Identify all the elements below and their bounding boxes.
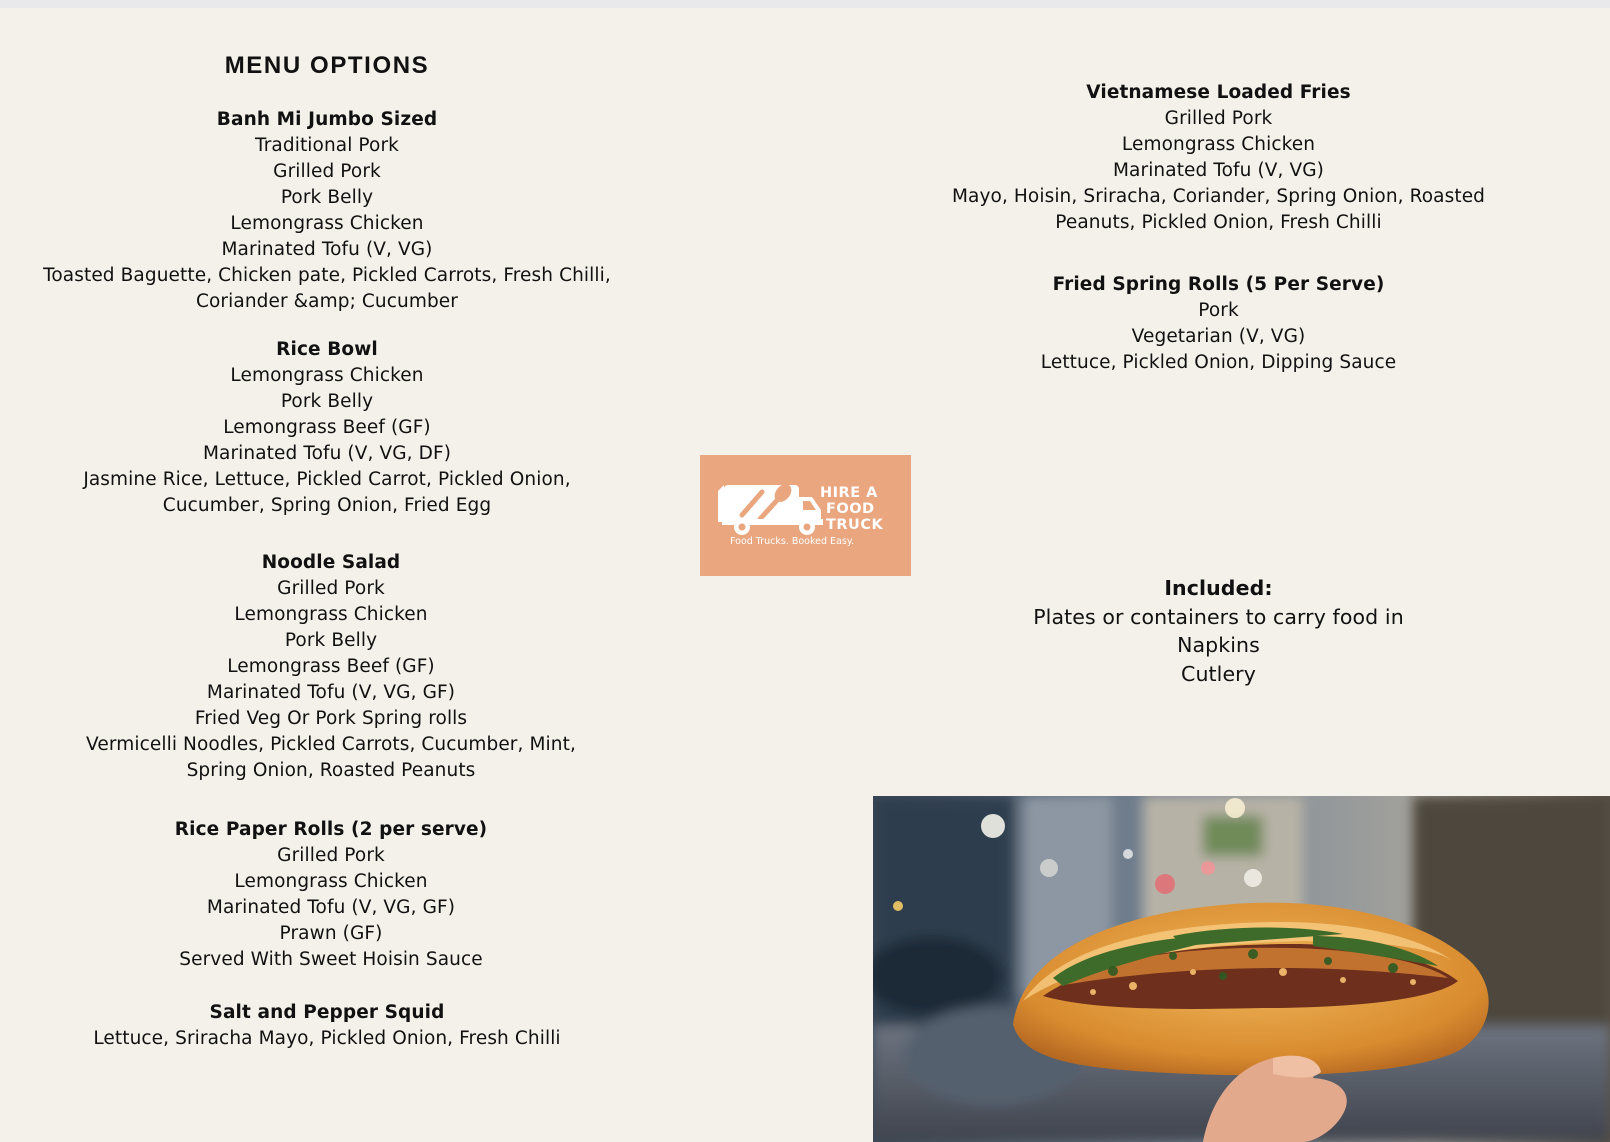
menu-line: Lemongrass Beef (GF) bbox=[223, 417, 431, 438]
section-salt-pepper-squid bbox=[0, 1000, 654, 1052]
menu-line: Marinated Tofu (V, VG) bbox=[1112, 160, 1324, 181]
menu-line: Marinated Tofu (V, VG, DF) bbox=[202, 443, 452, 464]
menu-line: Prawn (GF) bbox=[279, 923, 383, 944]
section-title: Salt and Pepper Squid bbox=[209, 1002, 445, 1023]
menu-line: Coriander &amp; Cucumber bbox=[196, 291, 458, 312]
menu-line: Napkins bbox=[1177, 633, 1260, 657]
section-title: Rice Paper Rolls (2 per serve) bbox=[174, 819, 488, 840]
menu-line: Lemongrass Chicken bbox=[230, 365, 424, 386]
section-title: Noodle Salad bbox=[261, 552, 401, 573]
menu-line: Toasted Baguette, Chicken pate, Pickled Carrots, Fresh Chilli, bbox=[43, 265, 611, 286]
section-title: Included: bbox=[1164, 576, 1273, 600]
menu-line: Lemongrass Chicken bbox=[234, 871, 428, 892]
menu-line: Peanuts, Pickled Onion, Fresh Chilli bbox=[1055, 212, 1382, 233]
menu-line: Pork bbox=[1198, 300, 1239, 321]
menu-line: Vermicelli Noodles, Pickled Carrots, Cucumber, Mint, bbox=[86, 734, 576, 755]
menu-line: Jasmine Rice, Lettuce, Pickled Carrot, Pickled Onion, bbox=[83, 469, 571, 490]
logo-tagline: Food Trucks. Booked Easy. bbox=[730, 536, 855, 547]
section-title: Banh Mi Jumbo Sized bbox=[216, 109, 438, 130]
section-spring-rolls bbox=[873, 272, 1564, 376]
menu-line: Lemongrass Chicken bbox=[1121, 134, 1316, 155]
section-title: Vietnamese Loaded Fries bbox=[1086, 82, 1351, 103]
section-noodle-salad bbox=[0, 550, 662, 784]
menu-line: Cucumber, Spring Onion, Fried Egg bbox=[162, 495, 492, 516]
banh-mi-image bbox=[873, 796, 1610, 1142]
menu-line: Grilled Pork bbox=[277, 578, 385, 599]
menu-line: Lemongrass Chicken bbox=[230, 213, 424, 234]
menu-line: Pork Belly bbox=[280, 391, 374, 412]
section-title: Rice Bowl bbox=[276, 339, 378, 360]
menu-line: Pork Belly bbox=[280, 187, 374, 208]
section-rice-bowl bbox=[0, 337, 654, 519]
section-banh-mi bbox=[0, 107, 654, 315]
menu-line: Grilled Pork bbox=[277, 845, 385, 866]
logo-line-1: HIRE A bbox=[820, 485, 878, 501]
menu-line: Marinated Tofu (V, VG, GF) bbox=[206, 897, 456, 918]
logo-line-3: TRUCK bbox=[826, 517, 884, 533]
menu-line: Vegetarian (V, VG) bbox=[1131, 326, 1306, 347]
top-border bbox=[0, 0, 1610, 8]
logo-line-2: FOOD bbox=[826, 501, 875, 517]
menu-line: Cutlery bbox=[1181, 661, 1256, 686]
menu-line: Fried Veg Or Pork Spring rolls bbox=[194, 708, 468, 729]
menu-line: Traditional Pork bbox=[255, 135, 399, 156]
menu-line: Mayo, Hoisin, Sriracha, Coriander, Spring Onion, Roasted bbox=[951, 186, 1486, 207]
section-included bbox=[873, 574, 1564, 688]
section-rice-paper-rolls bbox=[0, 817, 662, 973]
section-loaded-fries bbox=[873, 80, 1564, 236]
menu-line: Pork Belly bbox=[284, 630, 378, 651]
menu-line: Lettuce, Pickled Onion, Dipping Sauce bbox=[1040, 352, 1397, 373]
hire-a-food-truck-logo bbox=[700, 455, 911, 576]
menu-line: Spring Onion, Roasted Peanuts bbox=[186, 760, 476, 781]
menu-line: Marinated Tofu (V, VG, GF) bbox=[206, 682, 456, 703]
menu-line: Plates or containers to carry food in bbox=[1033, 604, 1404, 629]
menu-line: Lettuce, Sriracha Mayo, Pickled Onion, Fresh Chilli bbox=[93, 1028, 561, 1049]
section-title: Fried Spring Rolls (5 Per Serve) bbox=[1052, 274, 1385, 295]
menu-line: Marinated Tofu (V, VG) bbox=[221, 239, 433, 260]
menu-line: Grilled Pork bbox=[1164, 108, 1273, 129]
menu-line: Lemongrass Beef (GF) bbox=[227, 656, 435, 677]
menu-line: Lemongrass Chicken bbox=[234, 604, 428, 625]
menu-title: MENU OPTIONS bbox=[224, 52, 430, 79]
banh-mi-photo bbox=[873, 796, 1610, 1142]
menu-line: Grilled Pork bbox=[273, 161, 381, 182]
menu-line: Served With Sweet Hoisin Sauce bbox=[179, 949, 483, 970]
